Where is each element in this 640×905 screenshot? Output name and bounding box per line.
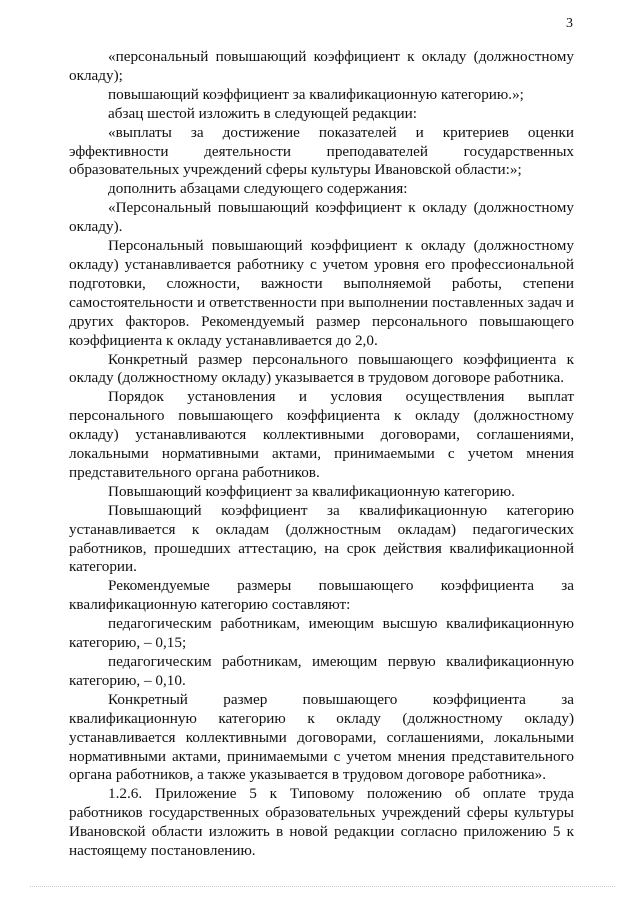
document-body (69, 48, 574, 861)
paragraph: дополнить абзацами следующего содержания: (108, 180, 408, 198)
paragraph: «выплаты за достижение показателей и критериев оценки эффективности деятельности преподавателей государственных образовательных учреждений сферы культуры Ивановской области:»; (69, 123, 574, 179)
paragraph: абзац шестой изложить в следующей редакции: (108, 104, 417, 122)
paragraph: педагогическим работникам, имеющим первую квалификационную категорию, – 0,10. (69, 653, 574, 689)
paragraph: повышающий коэффициент за квалификационную категорию.»; (108, 85, 524, 103)
paragraph: Конкретный размер повышающего коэффициента за квалификационную категорию к окладу (должностному окладу) устанавливается коллективными договорами, соглашениями, локальными нормативными актами, принимаемыми с учетом мнения представительного органа работников, а также указывается в трудовом договоре работника». (69, 690, 574, 784)
paragraph: 1.2.6. Приложение 5 к Типовому положению об оплате труда работников государственных образовательных учреждений сферы культуры Ивановской области изложить в новой редакции согласно приложению 5 к настоящему постановлению. (69, 785, 574, 860)
paragraph: «Персональный повышающий коэффициент к окладу (должностному окладу). (69, 199, 574, 236)
paragraph: Конкретный размер персонального повышающего коэффициента к окладу (должностному окладу) указывается в трудовом договоре работника. (69, 350, 574, 387)
paragraph: Порядок установления и условия осуществления выплат персонального повышающего коэффициента к окладу (должностному окладу) устанавливаются коллективными договорами, соглашениями, локальными нормативными актами, принимаемыми с учетом мнения представительного органа работников. (69, 388, 574, 481)
paragraph: Персональный повышающий коэффициент к окладу (должностному окладу) устанавливается работнику с учетом уровня его профессиональной подготовки, сложности, важности выполняемой работы, степени самостоятельности и ответственности при выполнении поставленных задач и других факторов. Рекомендуемый размер персонального повышающего коэффициента к окладу устанавливается до 2,0. (69, 237, 574, 349)
scan-artifact-line (30, 886, 615, 888)
paragraph: «персональный повышающий коэффициент к окладу (должностному окладу); (69, 48, 574, 84)
paragraph: Повышающий коэффициент за квалификационную категорию устанавливается к окладам (должностным окладам) педагогических работников, прошедших аттестацию, на срок действия квалификационной категории. (69, 501, 574, 576)
paragraph: Повышающий коэффициент за квалификационную категорию. (108, 482, 515, 500)
paragraph: педагогическим работникам, имеющим высшую квалификационную категорию, – 0,15; (69, 615, 574, 652)
paragraph: Рекомендуемые размеры повышающего коэффициента за квалификационную категорию составляют: (69, 577, 574, 614)
page-number: 3 (566, 16, 573, 31)
